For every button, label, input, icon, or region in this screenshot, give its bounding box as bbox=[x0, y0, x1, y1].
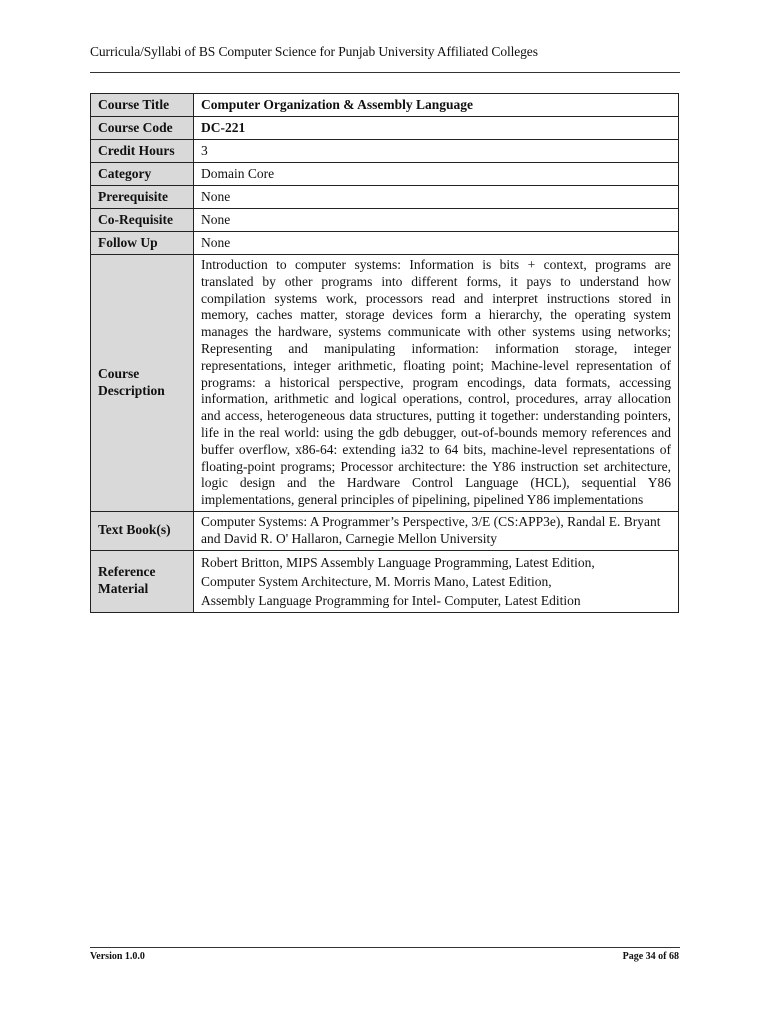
footer-divider bbox=[90, 947, 680, 948]
course-title-label: Course Title bbox=[91, 94, 194, 117]
header-divider bbox=[90, 72, 680, 73]
table-row bbox=[91, 186, 679, 209]
page-header: Curricula/Syllabi of BS Computer Science for Punjab University Affiliated Colleges bbox=[90, 44, 538, 59]
reference-material-label: Reference Material bbox=[91, 550, 194, 612]
table-row bbox=[91, 94, 679, 117]
table-row bbox=[91, 140, 679, 163]
version-label: Version 1.0.0 bbox=[90, 951, 145, 962]
reference-line: Computer System Architecture, M. Morris Mano, Latest Edition, bbox=[201, 573, 552, 589]
page-current: 34 bbox=[645, 951, 656, 962]
table-row bbox=[91, 511, 679, 550]
follow-up-value: None bbox=[194, 232, 679, 255]
course-description-label: Course Description bbox=[91, 255, 194, 512]
table-row bbox=[91, 117, 679, 140]
page-prefix: Page bbox=[622, 951, 644, 962]
textbook-label: Text Book(s) bbox=[91, 511, 194, 550]
page-of: of bbox=[658, 951, 667, 962]
course-description-value: Introduction to computer systems: Information is bits + context, programs are translated by other programs into different forms, it pays to understand how compilation systems work, processors read and interpret instructions stored in memory, caches matter, storage devices form a hierarchy, the operating system manages the hardware, systems communicate with other systems using networks; Representing and manipulating information: information storage, integer representations, integer arithmetic, floating point; Machine-level representation of programs: a historical perspective, program encodings, data formats, accessing information, arithmetic and logical operations, control, procedures, array allocation and access, heterogeneous data structures, putting it together: understanding pointers, life in the real world: using the gdb debugger, out-of-bounds memory references and buffer overflow, x86-64: extending ia32 to 64 bits, machine-level representations of floating-point programs; Processor architecture: the Y86 instruction set architecture, logic design and the Hardware Control Language (HCL), sequential Y86 implementations, general principles of pipelining, pipelined Y86 implementations bbox=[194, 255, 679, 512]
table-row bbox=[91, 255, 679, 512]
corequisite-label: Co-Requisite bbox=[91, 209, 194, 232]
reference-line: Robert Britton, MIPS Assembly Language Programming, Latest Edition, bbox=[201, 554, 595, 570]
table-row bbox=[91, 232, 679, 255]
credit-hours-label: Credit Hours bbox=[91, 140, 194, 163]
course-title-value: Computer Organization & Assembly Language bbox=[194, 94, 679, 117]
page-number bbox=[623, 951, 679, 962]
table-row bbox=[91, 550, 679, 612]
table-row bbox=[91, 163, 679, 186]
table-row bbox=[91, 209, 679, 232]
course-code-label: Course Code bbox=[91, 117, 194, 140]
textbook-value: Computer Systems: A Programmer’s Perspective, 3/E (CS:APP3e), Randal E. Bryant and David R. O' Hallaron, Carnegie Mellon University bbox=[194, 511, 679, 550]
page-total: 68 bbox=[669, 951, 679, 962]
category-value: Domain Core bbox=[194, 163, 679, 186]
prerequisite-value: None bbox=[194, 186, 679, 209]
course-code-value: DC-221 bbox=[194, 117, 679, 140]
course-table bbox=[90, 93, 679, 613]
follow-up-label: Follow Up bbox=[91, 232, 194, 255]
category-label: Category bbox=[91, 163, 194, 186]
prerequisite-label: Prerequisite bbox=[91, 186, 194, 209]
reference-line: Assembly Language Programming for Intel- Computer, Latest Edition bbox=[201, 592, 581, 608]
corequisite-value: None bbox=[194, 209, 679, 232]
reference-material-value bbox=[194, 550, 679, 612]
credit-hours-value: 3 bbox=[194, 140, 679, 163]
